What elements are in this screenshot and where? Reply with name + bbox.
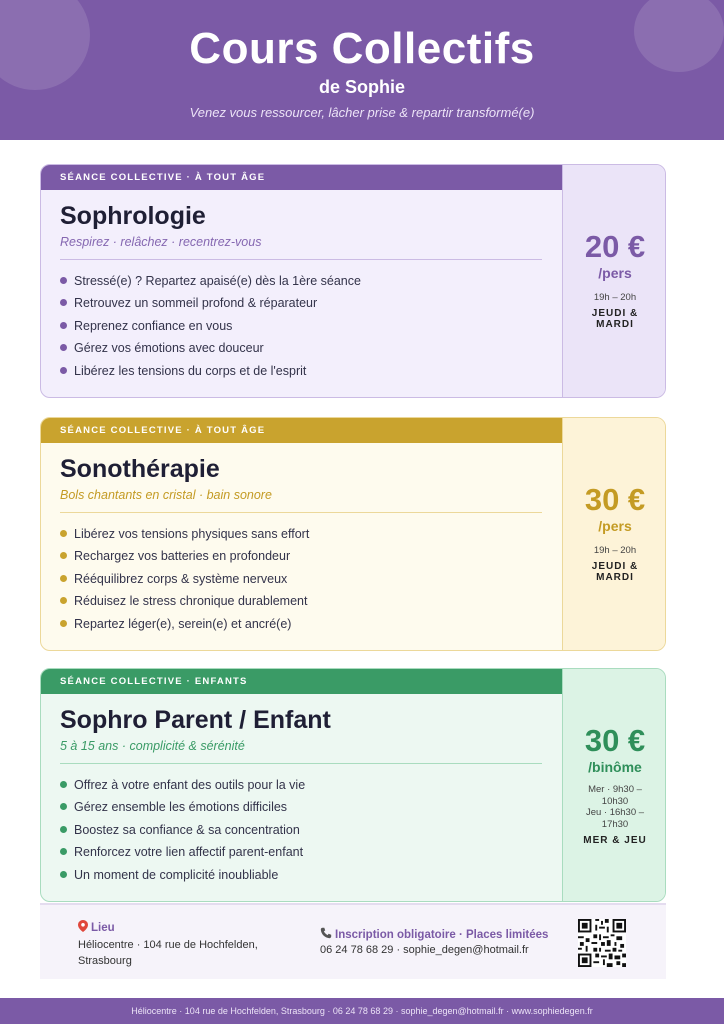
schedule-time — [563, 784, 666, 830]
list-item-text: Rechargez vos batteries en profondeur — [74, 549, 291, 564]
list-item-text: Boostez sa confiance & sa concentration — [74, 822, 300, 837]
price-amount: 30 € — [584, 723, 646, 758]
course-card-sophrologie — [40, 164, 666, 398]
price-unit: /binôme — [588, 759, 642, 775]
list-item — [60, 778, 305, 800]
location-heading — [78, 920, 115, 934]
bullet-icon — [60, 597, 67, 604]
price-amount: 20 € — [584, 229, 646, 264]
page-title: Cours Collectifs — [189, 24, 535, 73]
list-item-text: Libérez vos tensions physiques sans effort — [74, 527, 310, 541]
schedule-days — [563, 561, 666, 583]
days-line: MARDI — [596, 319, 634, 330]
list-item-text: Stressé(e) ? Repartez apaisé(e) dès la 1ère séance — [74, 274, 361, 288]
info-strip — [40, 903, 666, 979]
schedule-days — [563, 308, 666, 330]
signup-heading — [320, 927, 548, 941]
schedule-days: MER & JEU — [583, 835, 647, 846]
time-line: 17h30 — [601, 818, 629, 830]
qr-code-icon[interactable] — [578, 919, 626, 967]
bullet-icon — [60, 344, 67, 351]
list-item-text: Réduisez le stress chronique durablement — [74, 594, 308, 609]
list-item-text: Rééquilibrez corps & système nerveux — [74, 571, 288, 586]
bullet-icon — [60, 530, 67, 537]
list-item-text: Retrouvez un sommeil profond & réparateur — [74, 296, 318, 311]
benefit-list — [60, 778, 305, 890]
list-item — [60, 341, 361, 363]
bullet-icon — [60, 871, 67, 878]
bullet-icon — [60, 781, 67, 788]
schedule-time: 19h – 20h — [593, 292, 637, 303]
list-item — [60, 823, 305, 845]
divider — [60, 259, 542, 260]
list-item — [60, 549, 309, 571]
card-band: SÉANCE COLLECTIVE · ENFANTS — [41, 669, 562, 694]
time-line: Mer · 9h30 – — [588, 784, 642, 795]
course-title: Sophro Parent / Enfant — [60, 706, 331, 734]
list-item-text: Gérez ensemble les émotions difficiles — [74, 800, 288, 815]
list-item — [60, 868, 305, 890]
list-item — [60, 572, 309, 594]
days-line: JEUDI & — [591, 561, 639, 572]
list-item-text: Reprenez confiance en vous — [74, 318, 233, 333]
bullet-icon — [60, 299, 67, 306]
time-line: Jeu · 16h30 – — [585, 807, 645, 818]
list-item-text: Repartez léger(e), serein(e) et ancré(e) — [74, 616, 292, 631]
location-title: Lieu — [91, 922, 115, 934]
bullet-icon — [60, 552, 67, 559]
schedule-time: 19h – 20h — [593, 545, 637, 556]
list-item — [60, 594, 309, 616]
card-content — [41, 694, 562, 901]
time-line: 10h30 — [601, 795, 629, 807]
bullet-icon — [60, 575, 67, 582]
list-item — [60, 527, 309, 549]
list-item — [60, 845, 305, 867]
location-address: Héliocentre · 104 rue de Hochfelden, Strasbourg — [78, 939, 258, 967]
course-subtitle: 5 à 15 ans · complicité & sérénité — [60, 739, 245, 753]
signup-title: Inscription obligatoire · Places limitées — [335, 929, 549, 941]
bullet-icon — [60, 620, 67, 627]
days-line: MARDI — [596, 572, 634, 583]
list-item-text: Gérez vos émotions avec douceur — [74, 341, 264, 356]
list-item — [60, 617, 309, 639]
list-item-text: Offrez à votre enfant des outils pour la vie — [74, 778, 306, 792]
list-item — [60, 800, 305, 822]
divider — [60, 763, 542, 764]
header — [0, 0, 724, 140]
course-subtitle: Bols chantants en cristal · bain sonore — [60, 488, 272, 502]
course-title: Sophrologie — [60, 202, 206, 230]
page-subtitle: de Sophie — [318, 77, 405, 97]
bullet-icon — [60, 367, 67, 374]
divider — [60, 512, 542, 513]
list-item — [60, 274, 361, 296]
price-unit: /pers — [598, 518, 632, 534]
bullet-icon — [60, 826, 67, 833]
phone-icon — [320, 927, 332, 939]
course-card-parent-enfant — [40, 668, 666, 902]
list-item-text: Un moment de complicité inoubliable — [74, 867, 279, 882]
price-panel — [562, 165, 666, 397]
card-band: SÉANCE COLLECTIVE · À TOUT ÂGE — [41, 418, 562, 443]
list-item — [60, 364, 361, 386]
price-amount: 30 € — [584, 482, 646, 517]
pin-icon — [78, 920, 88, 932]
list-item — [60, 296, 361, 318]
course-title: Sonothérapie — [60, 455, 220, 483]
benefit-list — [60, 274, 361, 386]
bullet-icon — [60, 803, 67, 810]
days-line: JEUDI & — [591, 308, 639, 319]
tagline: Venez vous ressourcer, lâcher prise & repartir transformé(e) — [189, 105, 535, 120]
list-item-text: Renforcez votre lien affectif parent-enfant — [74, 845, 304, 860]
card-content — [41, 190, 562, 397]
contact-details: 06 24 78 68 29 · sophie_degen@hotmail.fr — [320, 944, 529, 956]
bullet-icon — [60, 322, 67, 329]
price-panel — [562, 418, 666, 650]
benefit-list — [60, 527, 309, 639]
list-item — [60, 319, 361, 341]
bullet-icon — [60, 848, 67, 855]
card-band: SÉANCE COLLECTIVE · À TOUT ÂGE — [41, 165, 562, 190]
price-panel — [562, 669, 666, 901]
course-card-sonotherapie — [40, 417, 666, 651]
course-subtitle: Respirez · relâchez · recentrez-vous — [60, 235, 262, 249]
price-unit: /pers — [598, 265, 632, 281]
list-item-text: Libérez les tensions du corps et de l'esprit — [74, 363, 307, 378]
card-content — [41, 443, 562, 650]
footer: Héliocentre · 104 rue de Hochfelden, Strasbourg · 06 24 78 68 29 · sophie_degen@hotmail.fr · www.sophiedegen.fr — [0, 998, 724, 1024]
bullet-icon — [60, 277, 67, 284]
